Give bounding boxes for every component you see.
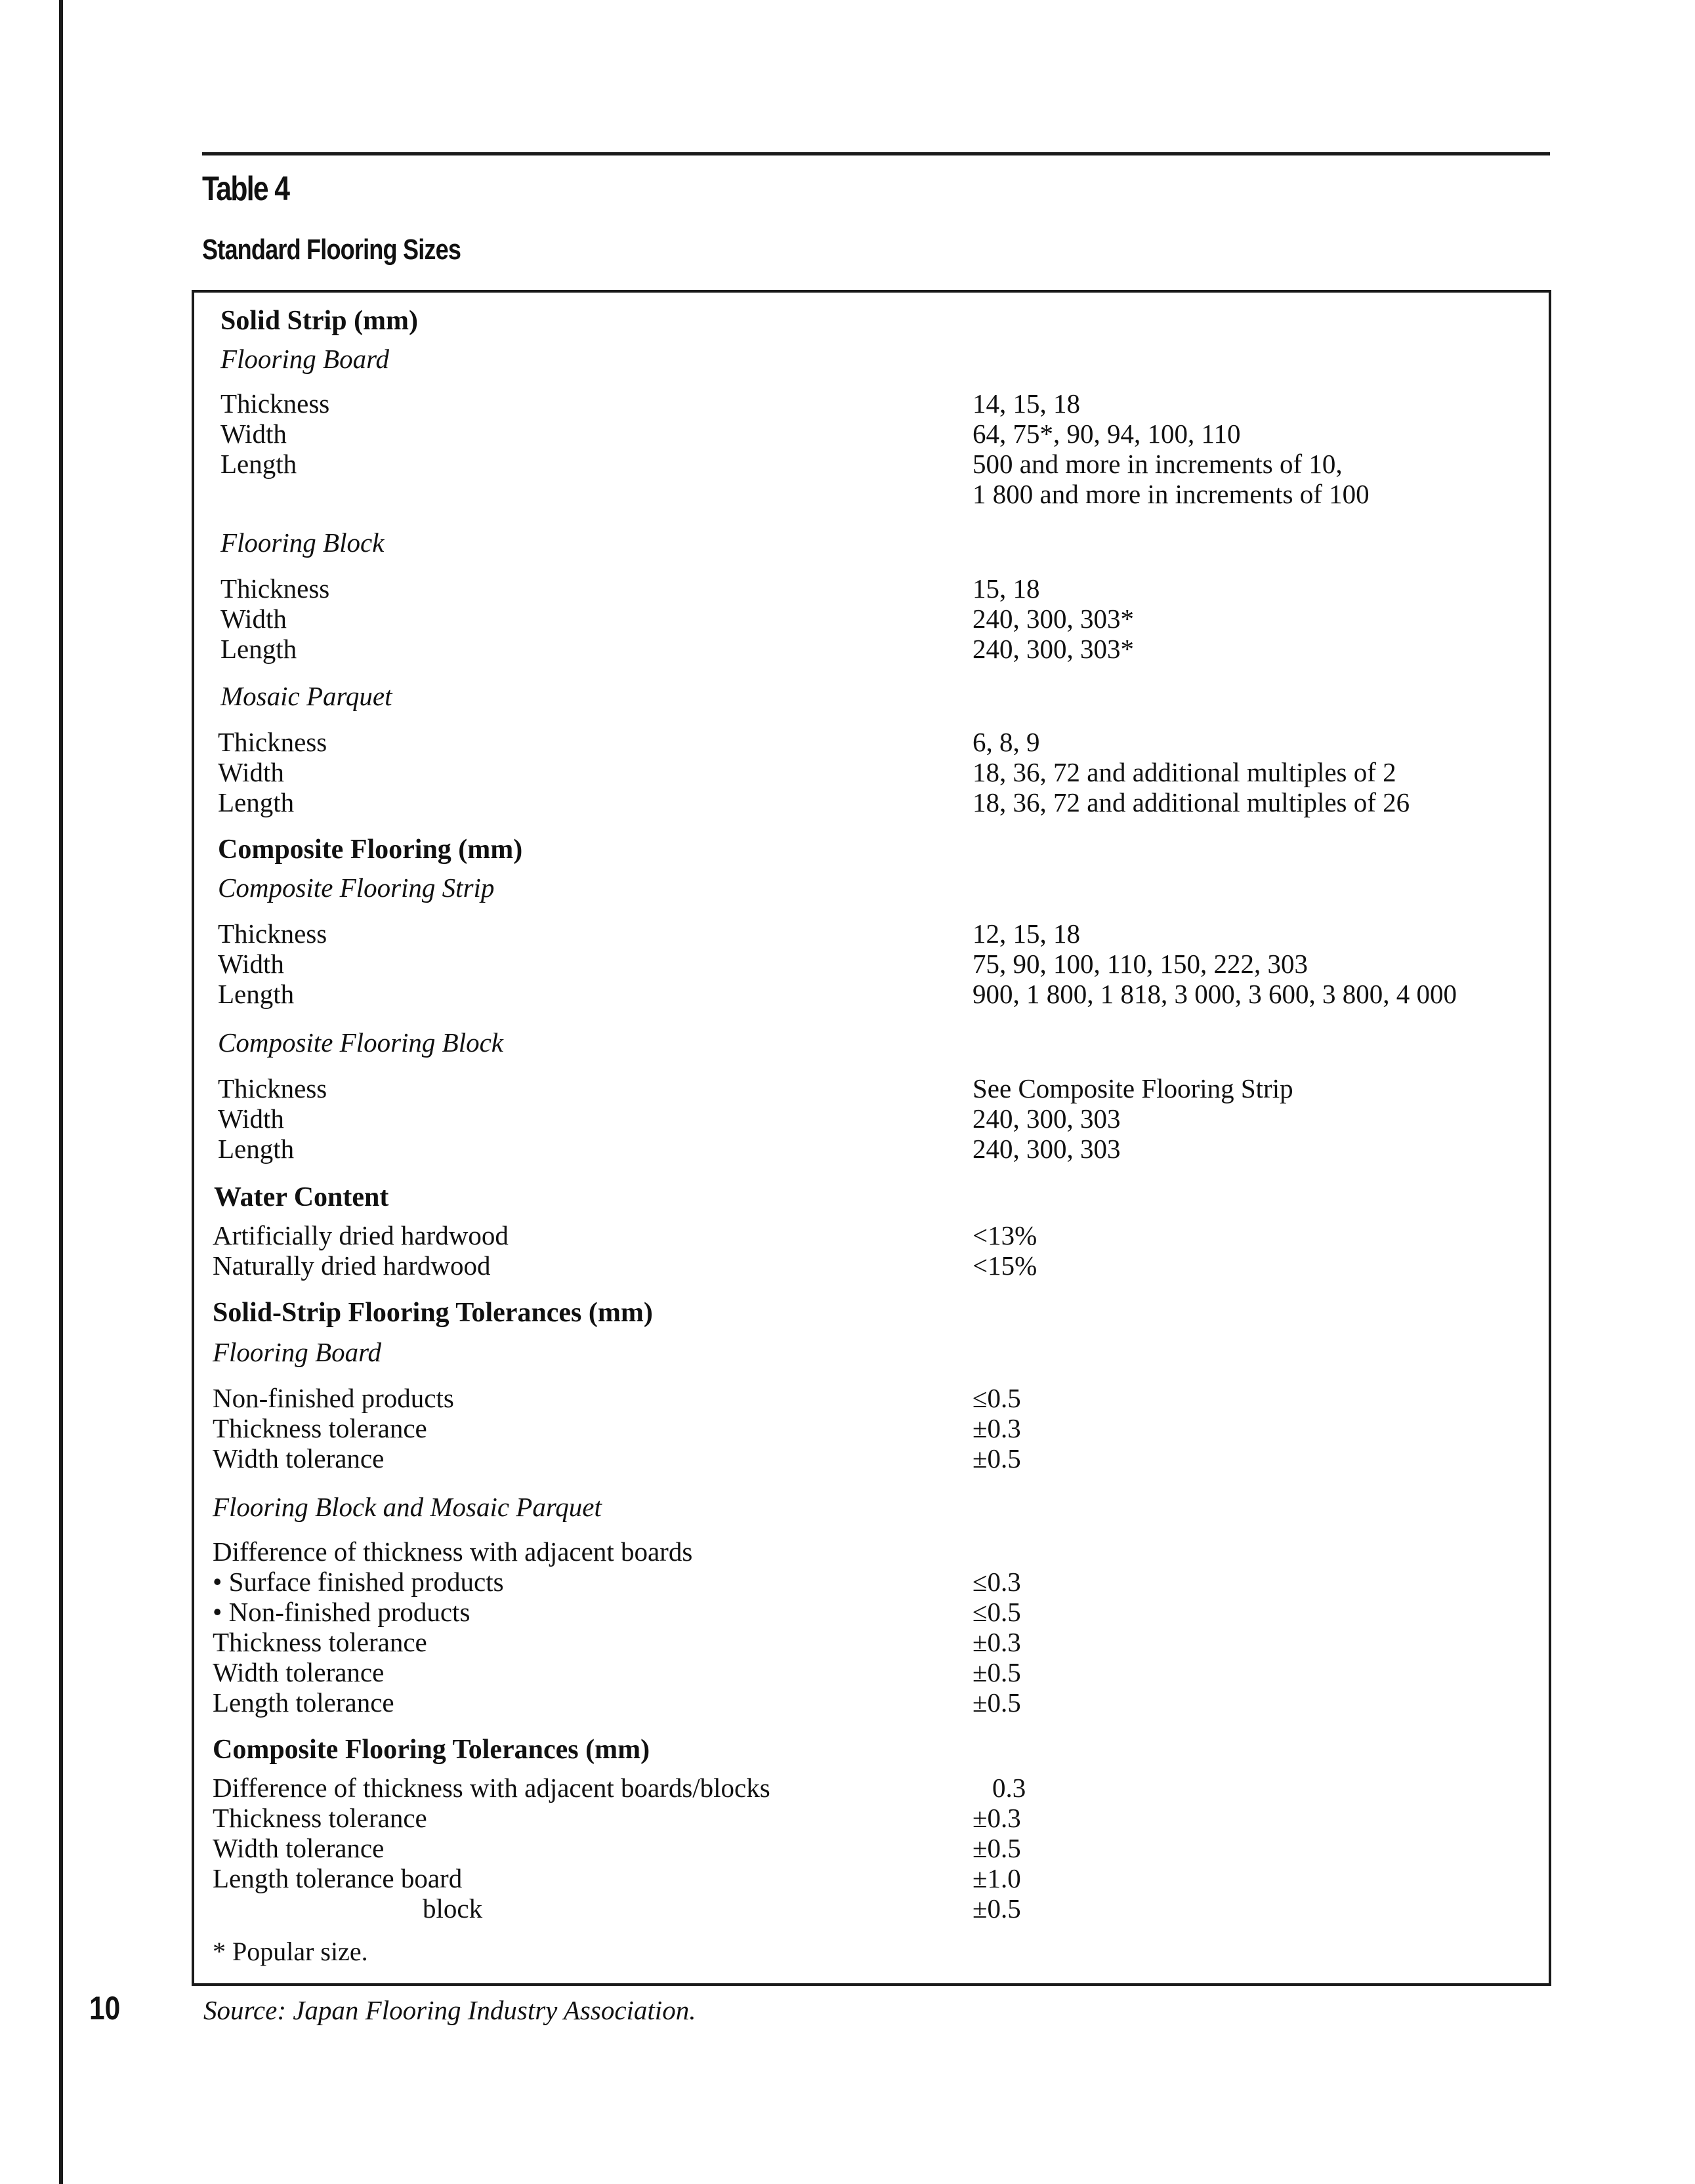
table-subtitle: Standard Flooring Sizes: [202, 234, 461, 266]
page-margin-rule: [59, 0, 63, 2184]
table-label: Table 4: [202, 170, 289, 208]
flooring-sizes-table: Solid Strip (mm) Flooring Board Thickness 14, 15, 18 Width 64, 75*, 90, 94, 100, 110 Length 500 and more in increments of 10, 1 800 and more in increments of 100 Flooring Block Thickness 15, 18 Width 240, 300, 303* Length 240, 300, 303* Mosaic Parquet Thickness 6, 8, 9 Width 18, 36, 72 and additional multiples of 2 Length 18, 36, 72 and additional multiples of 26 Composite Flooring (mm) Composite Flooring Strip Thickness 12, 15, 18 Width 75, 90, 100, 110, 150, 222, 303 Length 900, 1 800, 1 818, 3 000, 3 600, 3 800, 4 000 Composite Flooring Block Thickness See Composite Flooring Strip Width 240, 300, 303 Length 240, 300, 303 Water Content Artificially dried hardwood <13% Naturally dried hardwood <15% Solid-Strip Flooring Tolerances (mm) Flooring Board Non-finished products ≤0.5 Thickness tolerance ±0.3 Width tolerance ±0.5 Flooring Block and Mosaic Parquet Difference of thickness with adjacent boards • Surface finished products ≤0.3 • Non-finished products ≤0.5 Thickness tolerance ±0.3 Width tolerance ±0.5 Length tolerance ±0.5 Composite Flooring Tolerances (mm) Difference of thickness with adjacent boards/blocks 0.3 Thickness tolerance ±0.3 Width tolerance ±0.5 Length tolerance board ±1.0 block ±0.5 * Popular size.: [192, 290, 1551, 1986]
source-note: Source: Japan Flooring Industry Association.: [203, 1995, 696, 2025]
page-number: 10: [89, 1990, 121, 2027]
top-rule: [202, 152, 1550, 155]
